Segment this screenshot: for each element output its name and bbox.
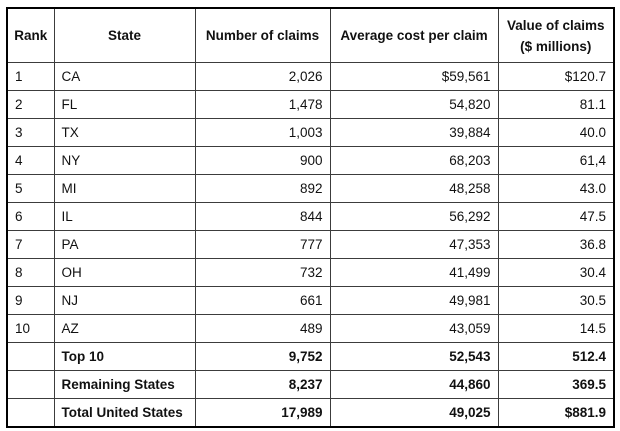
average-cost-cell: 49,981 xyxy=(330,287,498,315)
claims-count-cell: 777 xyxy=(195,231,330,259)
claims-count-cell: 8,237 xyxy=(195,371,330,399)
claims-value-cell: 36.8 xyxy=(498,231,614,259)
claims-value-cell: 369.5 xyxy=(498,371,614,399)
claims-value-cell: 512.4 xyxy=(498,343,614,371)
average-cost-cell: $59,561 xyxy=(330,63,498,91)
claims-count-cell: 844 xyxy=(195,203,330,231)
rank-cell: 4 xyxy=(7,147,54,175)
table-row xyxy=(7,175,614,203)
average-cost-cell: 68,203 xyxy=(330,147,498,175)
claims-value-cell: $881.9 xyxy=(498,399,614,428)
claims-value-cell: 40.0 xyxy=(498,119,614,147)
state-cell: Total United States xyxy=(54,399,195,428)
table-row xyxy=(7,259,614,287)
claims-value-cell: 30.5 xyxy=(498,287,614,315)
summary-row xyxy=(7,343,614,371)
claims-count-cell: 489 xyxy=(195,315,330,343)
claims-value-cell: $120.7 xyxy=(498,63,614,91)
rank-cell: 3 xyxy=(7,119,54,147)
table-row xyxy=(7,63,614,91)
table-row xyxy=(7,147,614,175)
average-cost-cell: 49,025 xyxy=(330,399,498,428)
rank-cell xyxy=(7,343,54,371)
claims-count-cell: 9,752 xyxy=(195,343,330,371)
state-cell: IL xyxy=(54,203,195,231)
average-cost-cell: 47,353 xyxy=(330,231,498,259)
average-cost-cell: 41,499 xyxy=(330,259,498,287)
header-row xyxy=(7,8,614,63)
rank-cell: 2 xyxy=(7,91,54,119)
claims-value-cell: 81.1 xyxy=(498,91,614,119)
rank-cell xyxy=(7,371,54,399)
claims-value-cell: 61,4 xyxy=(498,147,614,175)
column-header-value-line: Value of claims xyxy=(506,17,605,33)
table-row xyxy=(7,91,614,119)
average-cost-cell: 43,059 xyxy=(330,315,498,343)
state-cell: CA xyxy=(54,63,195,91)
column-header-value-line: ($ millions) xyxy=(520,38,592,54)
rank-cell: 9 xyxy=(7,287,54,315)
table-row xyxy=(7,231,614,259)
column-header-rank-line: Rank xyxy=(14,28,48,43)
table-body xyxy=(7,63,614,428)
rank-cell xyxy=(7,399,54,428)
table-row xyxy=(7,287,614,315)
summary-row xyxy=(7,371,614,399)
average-cost-cell: 52,543 xyxy=(330,343,498,371)
column-header-rank xyxy=(7,8,54,63)
claims-value-cell: 47.5 xyxy=(498,203,614,231)
claims-count-cell: 900 xyxy=(195,147,330,175)
average-cost-cell: 54,820 xyxy=(330,91,498,119)
claims-table-container xyxy=(6,7,615,428)
claims-count-cell: 1,478 xyxy=(195,91,330,119)
state-cell: OH xyxy=(54,259,195,287)
claims-count-cell: 732 xyxy=(195,259,330,287)
state-cell: FL xyxy=(54,91,195,119)
state-cell: NJ xyxy=(54,287,195,315)
table-row xyxy=(7,315,614,343)
rank-cell: 7 xyxy=(7,231,54,259)
column-header-state xyxy=(54,8,195,63)
average-cost-cell: 39,884 xyxy=(330,119,498,147)
state-claims-table xyxy=(6,7,615,428)
column-header-claims xyxy=(195,8,330,63)
average-cost-cell: 44,860 xyxy=(330,371,498,399)
claims-value-cell: 14.5 xyxy=(498,315,614,343)
state-cell: Top 10 xyxy=(54,343,195,371)
summary-row xyxy=(7,399,614,428)
column-header-avg_cost xyxy=(330,8,498,63)
average-cost-cell: 48,258 xyxy=(330,175,498,203)
claims-count-cell: 661 xyxy=(195,287,330,315)
rank-cell: 1 xyxy=(7,63,54,91)
claims-count-cell: 1,003 xyxy=(195,119,330,147)
state-cell: PA xyxy=(54,231,195,259)
column-header-claims-line: Number of claims xyxy=(205,28,320,43)
rank-cell: 8 xyxy=(7,259,54,287)
column-header-value xyxy=(498,8,614,63)
state-cell: Remaining States xyxy=(54,371,195,399)
state-cell: MI xyxy=(54,175,195,203)
state-cell: AZ xyxy=(54,315,195,343)
table-row xyxy=(7,203,614,231)
column-header-avg_cost-line: Average cost per claim xyxy=(340,28,488,43)
average-cost-cell: 56,292 xyxy=(330,203,498,231)
claims-count-cell: 2,026 xyxy=(195,63,330,91)
claims-value-cell: 30.4 xyxy=(498,259,614,287)
rank-cell: 6 xyxy=(7,203,54,231)
rank-cell: 10 xyxy=(7,315,54,343)
column-header-state-line: State xyxy=(107,28,141,43)
table-header xyxy=(7,8,614,63)
state-cell: NY xyxy=(54,147,195,175)
state-cell: TX xyxy=(54,119,195,147)
rank-cell: 5 xyxy=(7,175,54,203)
table-row xyxy=(7,119,614,147)
claims-count-cell: 17,989 xyxy=(195,399,330,428)
claims-value-cell: 43.0 xyxy=(498,175,614,203)
claims-count-cell: 892 xyxy=(195,175,330,203)
